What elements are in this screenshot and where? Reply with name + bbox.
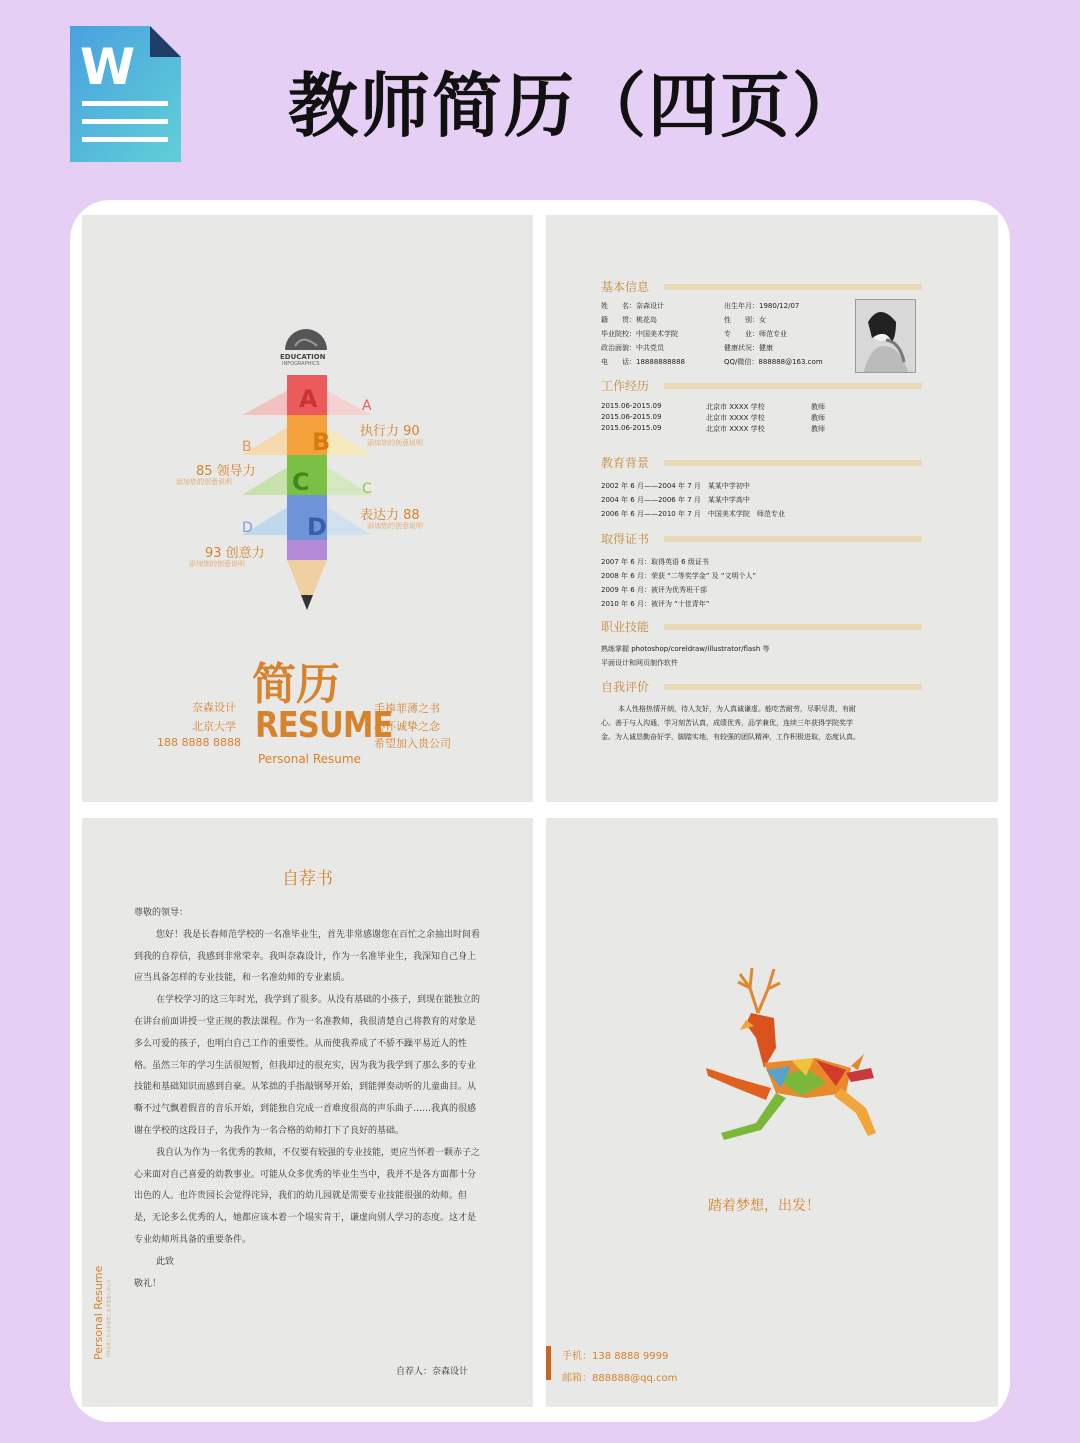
logo-text: EDUCATION xyxy=(280,353,326,361)
work-role: 教师 xyxy=(811,403,825,411)
skill-expression-desc: 添加您的创意说明 xyxy=(367,522,423,530)
section-self-evaluation: 自我评价 xyxy=(601,680,650,694)
back-email: 邮箱：888888@qq.com xyxy=(562,1373,678,1384)
contact-accent-bar xyxy=(546,1346,551,1380)
cert-item: 2009 年 6 月：被评为优秀班干部 xyxy=(601,586,707,594)
letter-signature: 自荐人：奈森设计 xyxy=(396,1367,469,1377)
letter-paragraph: 在学校学习的这三年时光，我学到了很多。从没有基础的小孩子，到现在能独立的在讲台前面讲授一堂正规的教法课程。作为一名准教师，我很清楚自己将教育的对象是多么可爱的孩子，也明白自己工作的重要性。从而使我养成了不骄不躁平易近人的性格。虽然三年的学习生活很短暂，但我却过的很充实，因为我为我学到了那么多的专业技能和基础知识而感到自豪。从笨拙的手指敲钢琴开始，到能弹奏动听的儿童曲目。从嘶不过气飘着假音的音乐开始，到能独自完成一首难度很高的声乐曲子……我真的很感谢在学校的这段日子，为我作为一名合格的幼师打下了良好的基础。 xyxy=(134,995,481,1136)
svg-text:W: W xyxy=(80,38,136,96)
info-politics: 政治面貌：中共党员 xyxy=(601,344,664,352)
skill-item: 平面设计和网页制作软件 xyxy=(601,659,678,667)
skill-item: 熟练掌握 photoshop/coreldraw/illustrator/flash 等 xyxy=(601,645,770,653)
self-eval-line: 心。善于与人沟通，学习刻苦认真，成绩优秀，品学兼优，连续三年获得学院奖学 xyxy=(601,719,853,727)
work-org: 北京市 XXXX 学校 xyxy=(706,414,765,422)
letter-body xyxy=(134,903,484,1295)
section-bar xyxy=(664,536,922,542)
back-slogan: 踏着梦想，出发！ xyxy=(708,1198,820,1214)
work-org: 北京市 XXXX 学校 xyxy=(706,425,765,433)
cert-item: 2007 年 6 月：取得英语 6 级证书 xyxy=(601,558,709,566)
info-gender: 性 别：女 xyxy=(724,316,766,324)
side-small-text: 手捧菲薄之书 心怀诚挚之念 希望加入贵公司 xyxy=(106,1279,111,1358)
cert-item: 2010 年 6 月：被评为 “十佳青年” xyxy=(601,600,710,608)
skill-letter-a: A xyxy=(362,398,372,414)
letter-paragraph: 您好！我是长春师范学校的一名准毕业生，首先非常感谢您在百忙之余抽出时间看到我的自荐信，我感到非常荣幸。我叫奈森设计，作为一名准毕业生，我深知自己身上应当具备怎样的专业技能，和一名准幼师的专业素质。 xyxy=(134,929,481,984)
info-name: 姓 名：奈森设计 xyxy=(601,302,664,310)
letter-greeting: 尊敬的领导： xyxy=(134,908,189,918)
edu-item: 2004 年 6 月——2006 年 7 月 某某中学高中 xyxy=(601,496,750,504)
logo-subtext: INFOGRAPHICS xyxy=(282,361,320,367)
work-role: 教师 xyxy=(811,414,825,422)
back-phone: 手机：138 8888 9999 xyxy=(562,1351,669,1362)
back-cover-page xyxy=(546,818,998,1407)
portrait-photo xyxy=(855,299,916,373)
pencil-infographic xyxy=(232,375,382,625)
skill-execution-desc: 添加您的创意说明 xyxy=(367,439,423,447)
cover-motto-2: 心怀诚挚之念 xyxy=(374,720,440,733)
skill-creativity-desc: 添加您的创意说明 xyxy=(189,560,245,568)
info-major: 专 业：师范专业 xyxy=(724,330,787,338)
skill-execution: 执行力 90 xyxy=(360,424,420,439)
edu-item: 2002 年 6 月——2004 年 7 月 某某中学初中 xyxy=(601,482,750,490)
letter-title: 自荐书 xyxy=(282,869,333,889)
section-bar xyxy=(664,624,922,630)
skill-letter-d: D xyxy=(242,520,253,536)
letter-closing: 此致 xyxy=(156,1256,175,1267)
section-bar xyxy=(664,460,922,466)
skill-letter-b: B xyxy=(242,439,252,455)
pencil-letter-c: C xyxy=(292,468,310,496)
skill-leadership-desc: 添加您的创意说明 xyxy=(176,478,232,486)
info-school: 毕业院校：中国美术学院 xyxy=(601,330,678,338)
section-certificates: 取得证书 xyxy=(601,532,650,546)
section-bar xyxy=(664,684,922,690)
pencil-letter-d: D xyxy=(307,513,327,541)
work-org: 北京市 XXXX 学校 xyxy=(706,403,765,411)
skill-leadership: 85 领导力 xyxy=(196,464,256,479)
cover-phone: 188 8888 8888 xyxy=(157,736,241,749)
info-birth: 出生年月：1980/12/07 xyxy=(724,302,800,310)
work-date: 2015.06-2015.09 xyxy=(601,402,662,410)
skill-letter-c: C xyxy=(362,481,372,497)
info-qq: QQ/微信：888888@163.com xyxy=(724,358,823,366)
deer-illustration xyxy=(696,958,881,1158)
section-bar xyxy=(664,284,922,290)
cover-motto-3: 希望加入贵公司 xyxy=(374,737,451,750)
cover-letter-page xyxy=(82,818,533,1407)
pencil-letter-a: A xyxy=(299,385,318,413)
cover-school: 北京大学 xyxy=(192,720,236,733)
self-eval-line: 金。为人诚恳勤奋好学，脚踏实地，有较强的团队精神，工作积极进取，态度认真。 xyxy=(601,733,860,741)
side-label: Personal Resume xyxy=(92,1265,105,1360)
work-date: 2015.06-2015.09 xyxy=(601,413,662,421)
cover-resume: RESUME xyxy=(255,705,393,746)
section-skills: 职业技能 xyxy=(601,620,650,634)
section-education: 教育背景 xyxy=(601,456,650,470)
info-phone: 电 话：18888888888 xyxy=(601,358,685,366)
work-role: 教师 xyxy=(811,425,825,433)
edu-item: 2006 年 6 月——2010 年 7 月 中国美术学院 师范专业 xyxy=(601,510,785,518)
cover-big-title: 简历 xyxy=(252,659,340,710)
info-health: 健康状况：健康 xyxy=(724,344,773,352)
skill-expression: 表达力 88 xyxy=(360,508,420,523)
cover-page xyxy=(82,215,533,802)
resume-page xyxy=(546,215,998,802)
pencil-letter-b: B xyxy=(312,428,331,456)
skill-creativity: 93 创意力 xyxy=(205,546,265,561)
page-title: 教师简历（四页） xyxy=(288,65,864,147)
cover-subtitle: Personal Resume xyxy=(258,752,361,766)
section-bar xyxy=(664,383,922,389)
info-hometown: 籍 贯：桃花岛 xyxy=(601,316,657,324)
letter-paragraph: 我自认为作为一名优秀的教师，不仅要有较强的专业技能，更应当怀着一颗赤子之心来面对自己喜爱的幼教事业。可能从众多优秀的毕业生当中，我并不是各方面都十分出色的人。也许贵园长会觉得诧异，我们的幼儿园就是需要专业技能很强的幼师。但是，无论多么优秀的人，她都应该本着一个塌实肯干，谦虚向别人学习的态度。这才是专业幼师所具备的重要条件。 xyxy=(134,1147,481,1245)
cover-name: 奈森设计 xyxy=(192,701,236,714)
section-basic-info: 基本信息 xyxy=(601,280,650,294)
word-document-icon xyxy=(70,26,181,162)
self-eval-line: 本人性格热情开朗，待人友好，为人真诚谦虚。能吃苦耐劳，尽职尽责，有耐 xyxy=(618,705,856,713)
section-work: 工作经历 xyxy=(601,379,650,393)
work-date: 2015.06-2015.09 xyxy=(601,424,662,432)
cert-item: 2008 年 6 月：荣获 “二等奖学金” 及 “文明个人” xyxy=(601,572,757,580)
letter-salute: 敬礼！ xyxy=(134,1278,162,1289)
cover-motto-1: 手捧菲薄之书 xyxy=(374,702,440,715)
